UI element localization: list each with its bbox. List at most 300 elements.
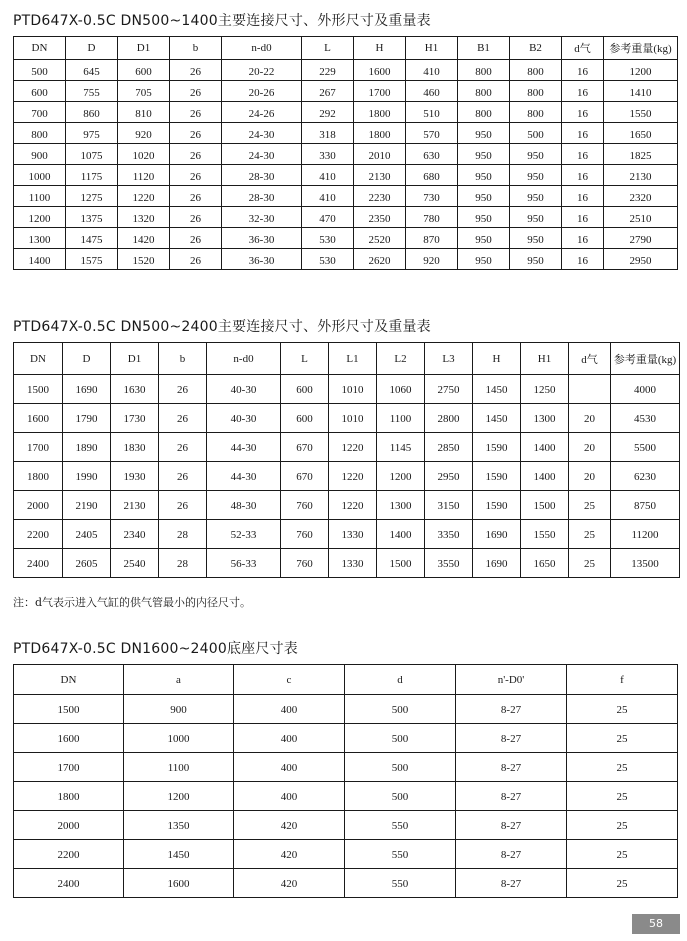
table-cell: 1300 (521, 404, 569, 433)
table-cell: 900 (14, 144, 66, 165)
table-cell: 420 (234, 840, 345, 869)
table-cell: 1220 (118, 186, 170, 207)
table-cell: 510 (406, 102, 458, 123)
table-cell: 24-26 (222, 102, 302, 123)
table-row (14, 782, 678, 811)
table-cell: 1730 (111, 404, 159, 433)
table-cell: 2950 (604, 249, 678, 270)
column-header: L (281, 343, 329, 375)
table-row (14, 228, 678, 249)
column-header: b (170, 37, 222, 60)
table-cell: 1520 (118, 249, 170, 270)
table-cell: 25 (567, 753, 678, 782)
table-row (14, 186, 678, 207)
table-cell: 330 (302, 144, 354, 165)
column-header: D (66, 37, 118, 60)
table-cell: 1930 (111, 462, 159, 491)
table-cell: 680 (406, 165, 458, 186)
column-header: f (567, 665, 678, 695)
table-cell: 26 (170, 249, 222, 270)
table-cell: 1500 (14, 375, 63, 404)
table-row (14, 207, 678, 228)
table-cell: 975 (66, 123, 118, 144)
table-cell: 16 (562, 165, 604, 186)
table-cell: 1400 (377, 520, 425, 549)
column-header: H (354, 37, 406, 60)
table-cell: 1650 (604, 123, 678, 144)
table-cell: 1100 (14, 186, 66, 207)
table-cell: 16 (562, 207, 604, 228)
table-cell: 16 (562, 186, 604, 207)
table-cell: 1120 (118, 165, 170, 186)
table-cell: 25 (567, 695, 678, 724)
table3-title: PTD647X-0.5C DN1600~2400底座尺寸表 (13, 641, 298, 657)
column-header: 参考重量(kg) (611, 343, 680, 375)
table-cell: 950 (458, 144, 510, 165)
table-cell: 1320 (118, 207, 170, 228)
table-cell: 1600 (354, 60, 406, 81)
table-cell: 550 (345, 811, 456, 840)
table-cell: 25 (567, 811, 678, 840)
table-cell: 950 (510, 186, 562, 207)
table-cell: 1450 (473, 375, 521, 404)
table-cell: 1420 (118, 228, 170, 249)
table-cell: 645 (66, 60, 118, 81)
table-cell: 1075 (66, 144, 118, 165)
table-cell: 1800 (354, 123, 406, 144)
table-cell: 1690 (63, 375, 111, 404)
table-cell: 1590 (473, 462, 521, 491)
column-header: n'-D0' (456, 665, 567, 695)
column-header: a (124, 665, 234, 695)
table-cell: 28 (159, 520, 207, 549)
table-cell: 1500 (521, 491, 569, 520)
table-row (14, 811, 678, 840)
table-cell: 40-30 (207, 375, 281, 404)
table-cell: 950 (458, 165, 510, 186)
table-cell: 1890 (63, 433, 111, 462)
table-cell: 1350 (124, 811, 234, 840)
table-row (14, 520, 680, 549)
table-cell: 2340 (111, 520, 159, 549)
table-cell: 1575 (66, 249, 118, 270)
table-cell: 1630 (111, 375, 159, 404)
column-header: DN (14, 37, 66, 60)
table-cell: 8-27 (456, 753, 567, 782)
table-cell: 400 (234, 753, 345, 782)
base-dimensions-table (13, 664, 678, 898)
column-header: b (159, 343, 207, 375)
table-row (14, 869, 678, 898)
table-cell: 36-30 (222, 228, 302, 249)
table-cell: 229 (302, 60, 354, 81)
table-row (14, 549, 680, 578)
table-cell: 267 (302, 81, 354, 102)
table-cell: 26 (170, 81, 222, 102)
table-cell: 600 (118, 60, 170, 81)
table-cell: 920 (406, 249, 458, 270)
table-row (14, 491, 680, 520)
table-cell: 500 (14, 60, 66, 81)
table-cell: 26 (170, 102, 222, 123)
table-cell: 1375 (66, 207, 118, 228)
table-cell: 1000 (14, 165, 66, 186)
table-cell: 870 (406, 228, 458, 249)
table-cell: 25 (569, 491, 611, 520)
table-cell: 1825 (604, 144, 678, 165)
table-cell: 1400 (521, 433, 569, 462)
table-row (14, 123, 678, 144)
table-row (14, 144, 678, 165)
table-cell: 8-27 (456, 840, 567, 869)
table-cell: 400 (234, 724, 345, 753)
table-cell: 800 (510, 81, 562, 102)
table-cell: 16 (562, 144, 604, 165)
table-cell: 25 (567, 724, 678, 753)
table-cell: 1200 (377, 462, 425, 491)
table-cell: 25 (567, 840, 678, 869)
table-cell: 1330 (329, 549, 377, 578)
table-cell: 500 (345, 724, 456, 753)
table-row (14, 433, 680, 462)
column-header: H1 (406, 37, 458, 60)
table-cell: 1600 (14, 404, 63, 433)
table-cell: 26 (159, 375, 207, 404)
table-cell: 1000 (124, 724, 234, 753)
table-cell: 2130 (604, 165, 678, 186)
table-cell: 20-26 (222, 81, 302, 102)
table-cell: 800 (14, 123, 66, 144)
table-cell: 800 (510, 102, 562, 123)
table-cell: 13500 (611, 549, 680, 578)
table-cell: 1330 (329, 520, 377, 549)
column-header: D (63, 343, 111, 375)
table-cell: 8-27 (456, 695, 567, 724)
table-cell: 900 (124, 695, 234, 724)
table-cell: 1145 (377, 433, 425, 462)
column-header: c (234, 665, 345, 695)
table-cell: 670 (281, 433, 329, 462)
table-row (14, 840, 678, 869)
table-cell: 1275 (66, 186, 118, 207)
table-cell: 950 (510, 249, 562, 270)
table-cell: 1200 (14, 207, 66, 228)
table-cell: 8-27 (456, 811, 567, 840)
table-cell: 460 (406, 81, 458, 102)
table-cell: 32-30 (222, 207, 302, 228)
table-cell: 2520 (354, 228, 406, 249)
table-cell: 860 (66, 102, 118, 123)
table-cell: 1700 (14, 433, 63, 462)
table-row (14, 404, 680, 433)
column-header: DN (14, 665, 124, 695)
table-cell: 950 (458, 228, 510, 249)
table-cell: 44-30 (207, 433, 281, 462)
table-cell: 16 (562, 60, 604, 81)
table-cell: 400 (234, 782, 345, 811)
table-cell: 1700 (14, 753, 124, 782)
table-cell: 26 (170, 144, 222, 165)
table-cell: 1600 (124, 869, 234, 898)
table-cell: 1690 (473, 520, 521, 549)
table-cell: 40-30 (207, 404, 281, 433)
table-row (14, 165, 678, 186)
table-cell: 600 (281, 404, 329, 433)
dimensions-table-dn500-1400 (13, 36, 678, 270)
table-cell: 1550 (604, 102, 678, 123)
table-cell: 600 (281, 375, 329, 404)
table-cell: 2200 (14, 520, 63, 549)
table-cell: 2400 (14, 869, 124, 898)
table-cell: 1300 (377, 491, 425, 520)
table-cell: 2320 (604, 186, 678, 207)
column-header: n-d0 (222, 37, 302, 60)
table-cell: 8750 (611, 491, 680, 520)
table-cell: 4000 (611, 375, 680, 404)
table-cell: 2790 (604, 228, 678, 249)
table-cell: 36-30 (222, 249, 302, 270)
table-row (14, 81, 678, 102)
table-cell: 1220 (329, 462, 377, 491)
table-cell: 28-30 (222, 165, 302, 186)
table-cell: 20 (569, 433, 611, 462)
table-row (14, 375, 680, 404)
table-cell: 1100 (124, 753, 234, 782)
table-cell: 780 (406, 207, 458, 228)
table-cell: 8-27 (456, 869, 567, 898)
table-cell: 26 (170, 228, 222, 249)
table-cell: 26 (170, 207, 222, 228)
table-cell: 1590 (473, 433, 521, 462)
table-cell: 1830 (111, 433, 159, 462)
table1-title: PTD647X-0.5C DN500~1400主要连接尺寸、外形尺寸及重量表 (13, 13, 431, 29)
column-header: n-d0 (207, 343, 281, 375)
table-cell: 800 (458, 81, 510, 102)
table-cell: 1800 (14, 782, 124, 811)
table-cell: 730 (406, 186, 458, 207)
table-cell: 318 (302, 123, 354, 144)
table-cell: 810 (118, 102, 170, 123)
table-cell: 24-30 (222, 144, 302, 165)
table-cell: 2000 (14, 811, 124, 840)
table-cell: 2400 (14, 549, 63, 578)
table-cell: 3350 (425, 520, 473, 549)
table-cell: 26 (170, 123, 222, 144)
table-cell: 950 (510, 207, 562, 228)
table-cell (569, 375, 611, 404)
table-cell: 920 (118, 123, 170, 144)
table-cell: 600 (14, 81, 66, 102)
table-cell: 1700 (354, 81, 406, 102)
table-cell: 56-33 (207, 549, 281, 578)
table-cell: 1400 (521, 462, 569, 491)
table-cell: 16 (562, 102, 604, 123)
table-cell: 16 (562, 81, 604, 102)
table-cell: 530 (302, 228, 354, 249)
table2-title: PTD647X-0.5C DN500~2400主要连接尺寸、外形尺寸及重量表 (13, 319, 431, 335)
column-header: L3 (425, 343, 473, 375)
table-cell: 500 (345, 753, 456, 782)
table-cell: 500 (510, 123, 562, 144)
table-cell: 1800 (354, 102, 406, 123)
table-cell: 8-27 (456, 724, 567, 753)
column-header: H1 (521, 343, 569, 375)
table-cell: 44-30 (207, 462, 281, 491)
table-cell: 8-27 (456, 782, 567, 811)
table-cell: 2130 (111, 491, 159, 520)
table-cell: 1010 (329, 375, 377, 404)
table-cell: 25 (567, 782, 678, 811)
table-cell: 1690 (473, 549, 521, 578)
table-cell: 800 (458, 60, 510, 81)
table-cell: 48-30 (207, 491, 281, 520)
table-cell: 760 (281, 520, 329, 549)
table-cell: 1220 (329, 433, 377, 462)
footnote: 注：d气表示进入气缸的供气管最小的内径尺寸。 (13, 596, 252, 609)
table-cell: 670 (281, 462, 329, 491)
table-cell: 800 (458, 102, 510, 123)
column-header: H (473, 343, 521, 375)
table-cell: 530 (302, 249, 354, 270)
table-cell: 26 (170, 60, 222, 81)
table-cell: 1400 (14, 249, 66, 270)
table-cell: 24-30 (222, 123, 302, 144)
table-cell: 2750 (425, 375, 473, 404)
table-cell: 410 (302, 165, 354, 186)
table-cell: 2405 (63, 520, 111, 549)
table-cell: 4530 (611, 404, 680, 433)
table-cell: 26 (170, 165, 222, 186)
table-cell: 1200 (124, 782, 234, 811)
table-row (14, 695, 678, 724)
table-cell: 1800 (14, 462, 63, 491)
table-cell: 1590 (473, 491, 521, 520)
table-cell: 950 (458, 123, 510, 144)
column-header: D1 (118, 37, 170, 60)
table-cell: 1020 (118, 144, 170, 165)
table-row (14, 102, 678, 123)
table-row (14, 60, 678, 81)
table-cell: 950 (458, 207, 510, 228)
table-header-row (14, 665, 678, 695)
table-cell: 2010 (354, 144, 406, 165)
dimensions-table-dn1500-2400 (13, 342, 680, 578)
table-cell: 2605 (63, 549, 111, 578)
table-cell: 6230 (611, 462, 680, 491)
table-cell: 25 (569, 549, 611, 578)
table-row (14, 753, 678, 782)
table-cell: 1300 (14, 228, 66, 249)
column-header: DN (14, 343, 63, 375)
column-header: L (302, 37, 354, 60)
column-header: d (345, 665, 456, 695)
table-cell: 2620 (354, 249, 406, 270)
table-cell: 52-33 (207, 520, 281, 549)
table-cell: 292 (302, 102, 354, 123)
table-cell: 2850 (425, 433, 473, 462)
table-cell: 950 (458, 249, 510, 270)
table-cell: 500 (345, 782, 456, 811)
table-cell: 1550 (521, 520, 569, 549)
table-cell: 1990 (63, 462, 111, 491)
table-cell: 3150 (425, 491, 473, 520)
column-header: d气 (569, 343, 611, 375)
table-cell: 950 (510, 144, 562, 165)
column-header: B1 (458, 37, 510, 60)
table-cell: 755 (66, 81, 118, 102)
table-cell: 1600 (14, 724, 124, 753)
page-number: 58 (632, 914, 680, 934)
table-cell: 20 (569, 404, 611, 433)
table-cell: 550 (345, 840, 456, 869)
table-cell: 700 (14, 102, 66, 123)
table-header-row (14, 37, 678, 60)
table-cell: 26 (159, 433, 207, 462)
table-row (14, 724, 678, 753)
table-cell: 950 (458, 186, 510, 207)
table-cell: 11200 (611, 520, 680, 549)
table-cell: 705 (118, 81, 170, 102)
table-cell: 2950 (425, 462, 473, 491)
table-cell: 28 (159, 549, 207, 578)
table-header-row (14, 343, 680, 375)
table-cell: 500 (345, 695, 456, 724)
table-cell: 20-22 (222, 60, 302, 81)
table-cell: 1250 (521, 375, 569, 404)
table-cell: 26 (170, 186, 222, 207)
column-header: D1 (111, 343, 159, 375)
column-header: 参考重量(kg) (604, 37, 678, 60)
table-cell: 2230 (354, 186, 406, 207)
table-cell: 400 (234, 695, 345, 724)
column-header: L1 (329, 343, 377, 375)
table-cell: 1100 (377, 404, 425, 433)
table-cell: 800 (510, 60, 562, 81)
table-cell: 1450 (473, 404, 521, 433)
table-cell: 26 (159, 404, 207, 433)
table-cell: 420 (234, 811, 345, 840)
table-cell: 410 (302, 186, 354, 207)
table-cell: 1410 (604, 81, 678, 102)
table-cell: 1175 (66, 165, 118, 186)
column-header: B2 (510, 37, 562, 60)
table-cell: 2190 (63, 491, 111, 520)
table-cell: 1500 (377, 549, 425, 578)
table-cell: 630 (406, 144, 458, 165)
table-cell: 1220 (329, 491, 377, 520)
table-cell: 1650 (521, 549, 569, 578)
table-cell: 760 (281, 549, 329, 578)
table-cell: 1060 (377, 375, 425, 404)
table-cell: 1475 (66, 228, 118, 249)
table-cell: 1010 (329, 404, 377, 433)
table-cell: 5500 (611, 433, 680, 462)
table-cell: 25 (567, 869, 678, 898)
table-cell: 2540 (111, 549, 159, 578)
table-row (14, 249, 678, 270)
table-cell: 550 (345, 869, 456, 898)
table-cell: 28-30 (222, 186, 302, 207)
table-cell: 2200 (14, 840, 124, 869)
table-cell: 410 (406, 60, 458, 81)
table-cell: 2000 (14, 491, 63, 520)
table-cell: 26 (159, 462, 207, 491)
table-cell: 16 (562, 123, 604, 144)
table-cell: 1450 (124, 840, 234, 869)
table-cell: 16 (562, 249, 604, 270)
table-cell: 26 (159, 491, 207, 520)
table-cell: 3550 (425, 549, 473, 578)
